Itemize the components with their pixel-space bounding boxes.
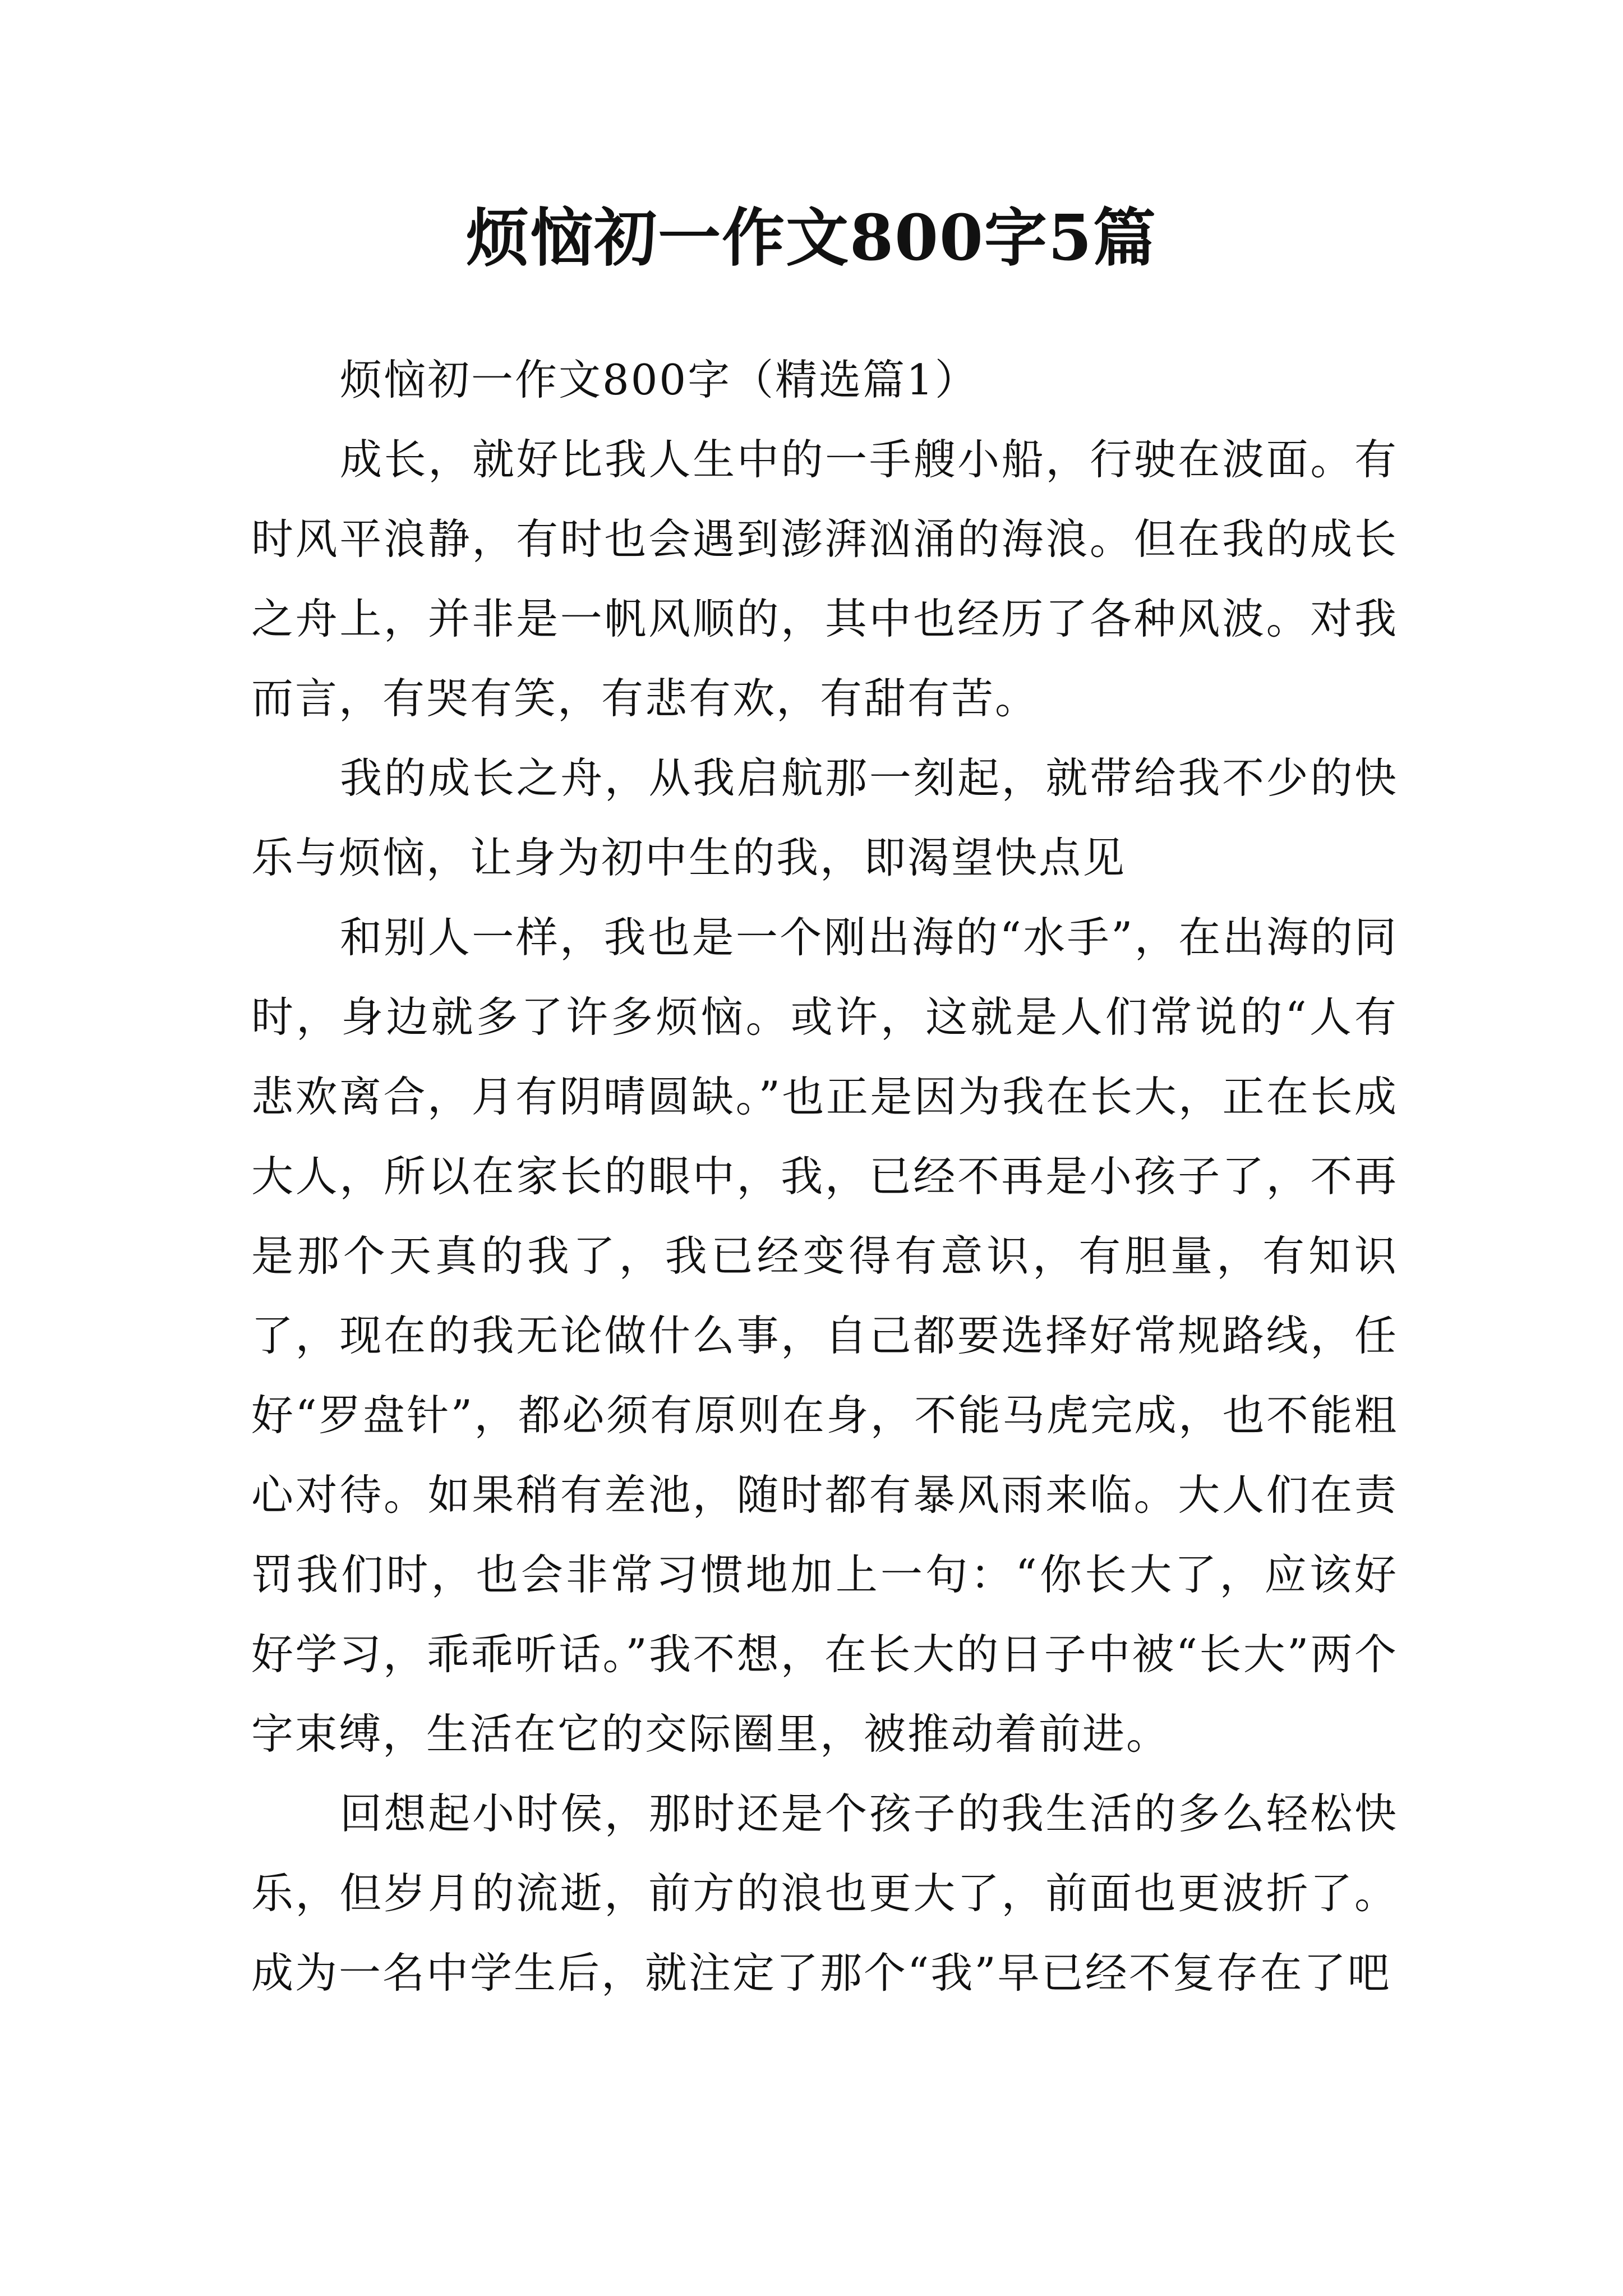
paragraph: 和别人一样，我也是一个刚出海的“水手”，在出海的同时，身边就多了许多烦恼。或许，这就是人们常说的“人有悲欢离合，月有阴晴圆缺。”也正是因为我在长大，正在长成大人，所以在家长的眼中，我，已经不再是小孩子了，不再是那个天真的我了，我已经变得有意识，有胆量，有知识了，现在的我无论做什么事，自己都要选择好常规路线，任好“罗盘针”，都必须有原则在身，不能马虎完成，也不能粗心对待。如果稍有差池，随时都有暴风雨来临。大人们在责罚我们时，也会非常习惯地加上一句：“你长大了，应该好好学习，乖乖听话。”我不想，在长大的日子中被“长大”两个字束缚，生活在它的交际圈里，被推动着前进。 [251,913,1398,1759]
paragraph: 成长，就好比我人生中的一手艘小船，行驶在波面。有时风平浪静，有时也会遇到澎湃汹涌的海浪。但在我的成长之舟上，并非是一帆风顺的，其中也经历了各种风波。对我而言，有哭有笑，有悲有欢，有甜有苦。 [251,435,1398,723]
document-title: 烦恼初一作文800字5篇 [466,201,1157,275]
paragraph: 回想起小时侯，那时还是个孩子的我生活的多么轻松快乐，但岁月的流逝，前方的浪也更大了，前面也更波折了。成为一名中学生后，就注定了那个“我”早已经不复存在了吧 [251,1789,1398,1998]
paragraph: 我的成长之舟，从我启航那一刻起，就带给我不少的快乐与烦恼，让身为初中生的我，即渴望快点见 [251,753,1398,882]
document-body [251,340,1398,2013]
section-heading: 烦恼初一作文800字（精选篇1） [340,355,979,404]
